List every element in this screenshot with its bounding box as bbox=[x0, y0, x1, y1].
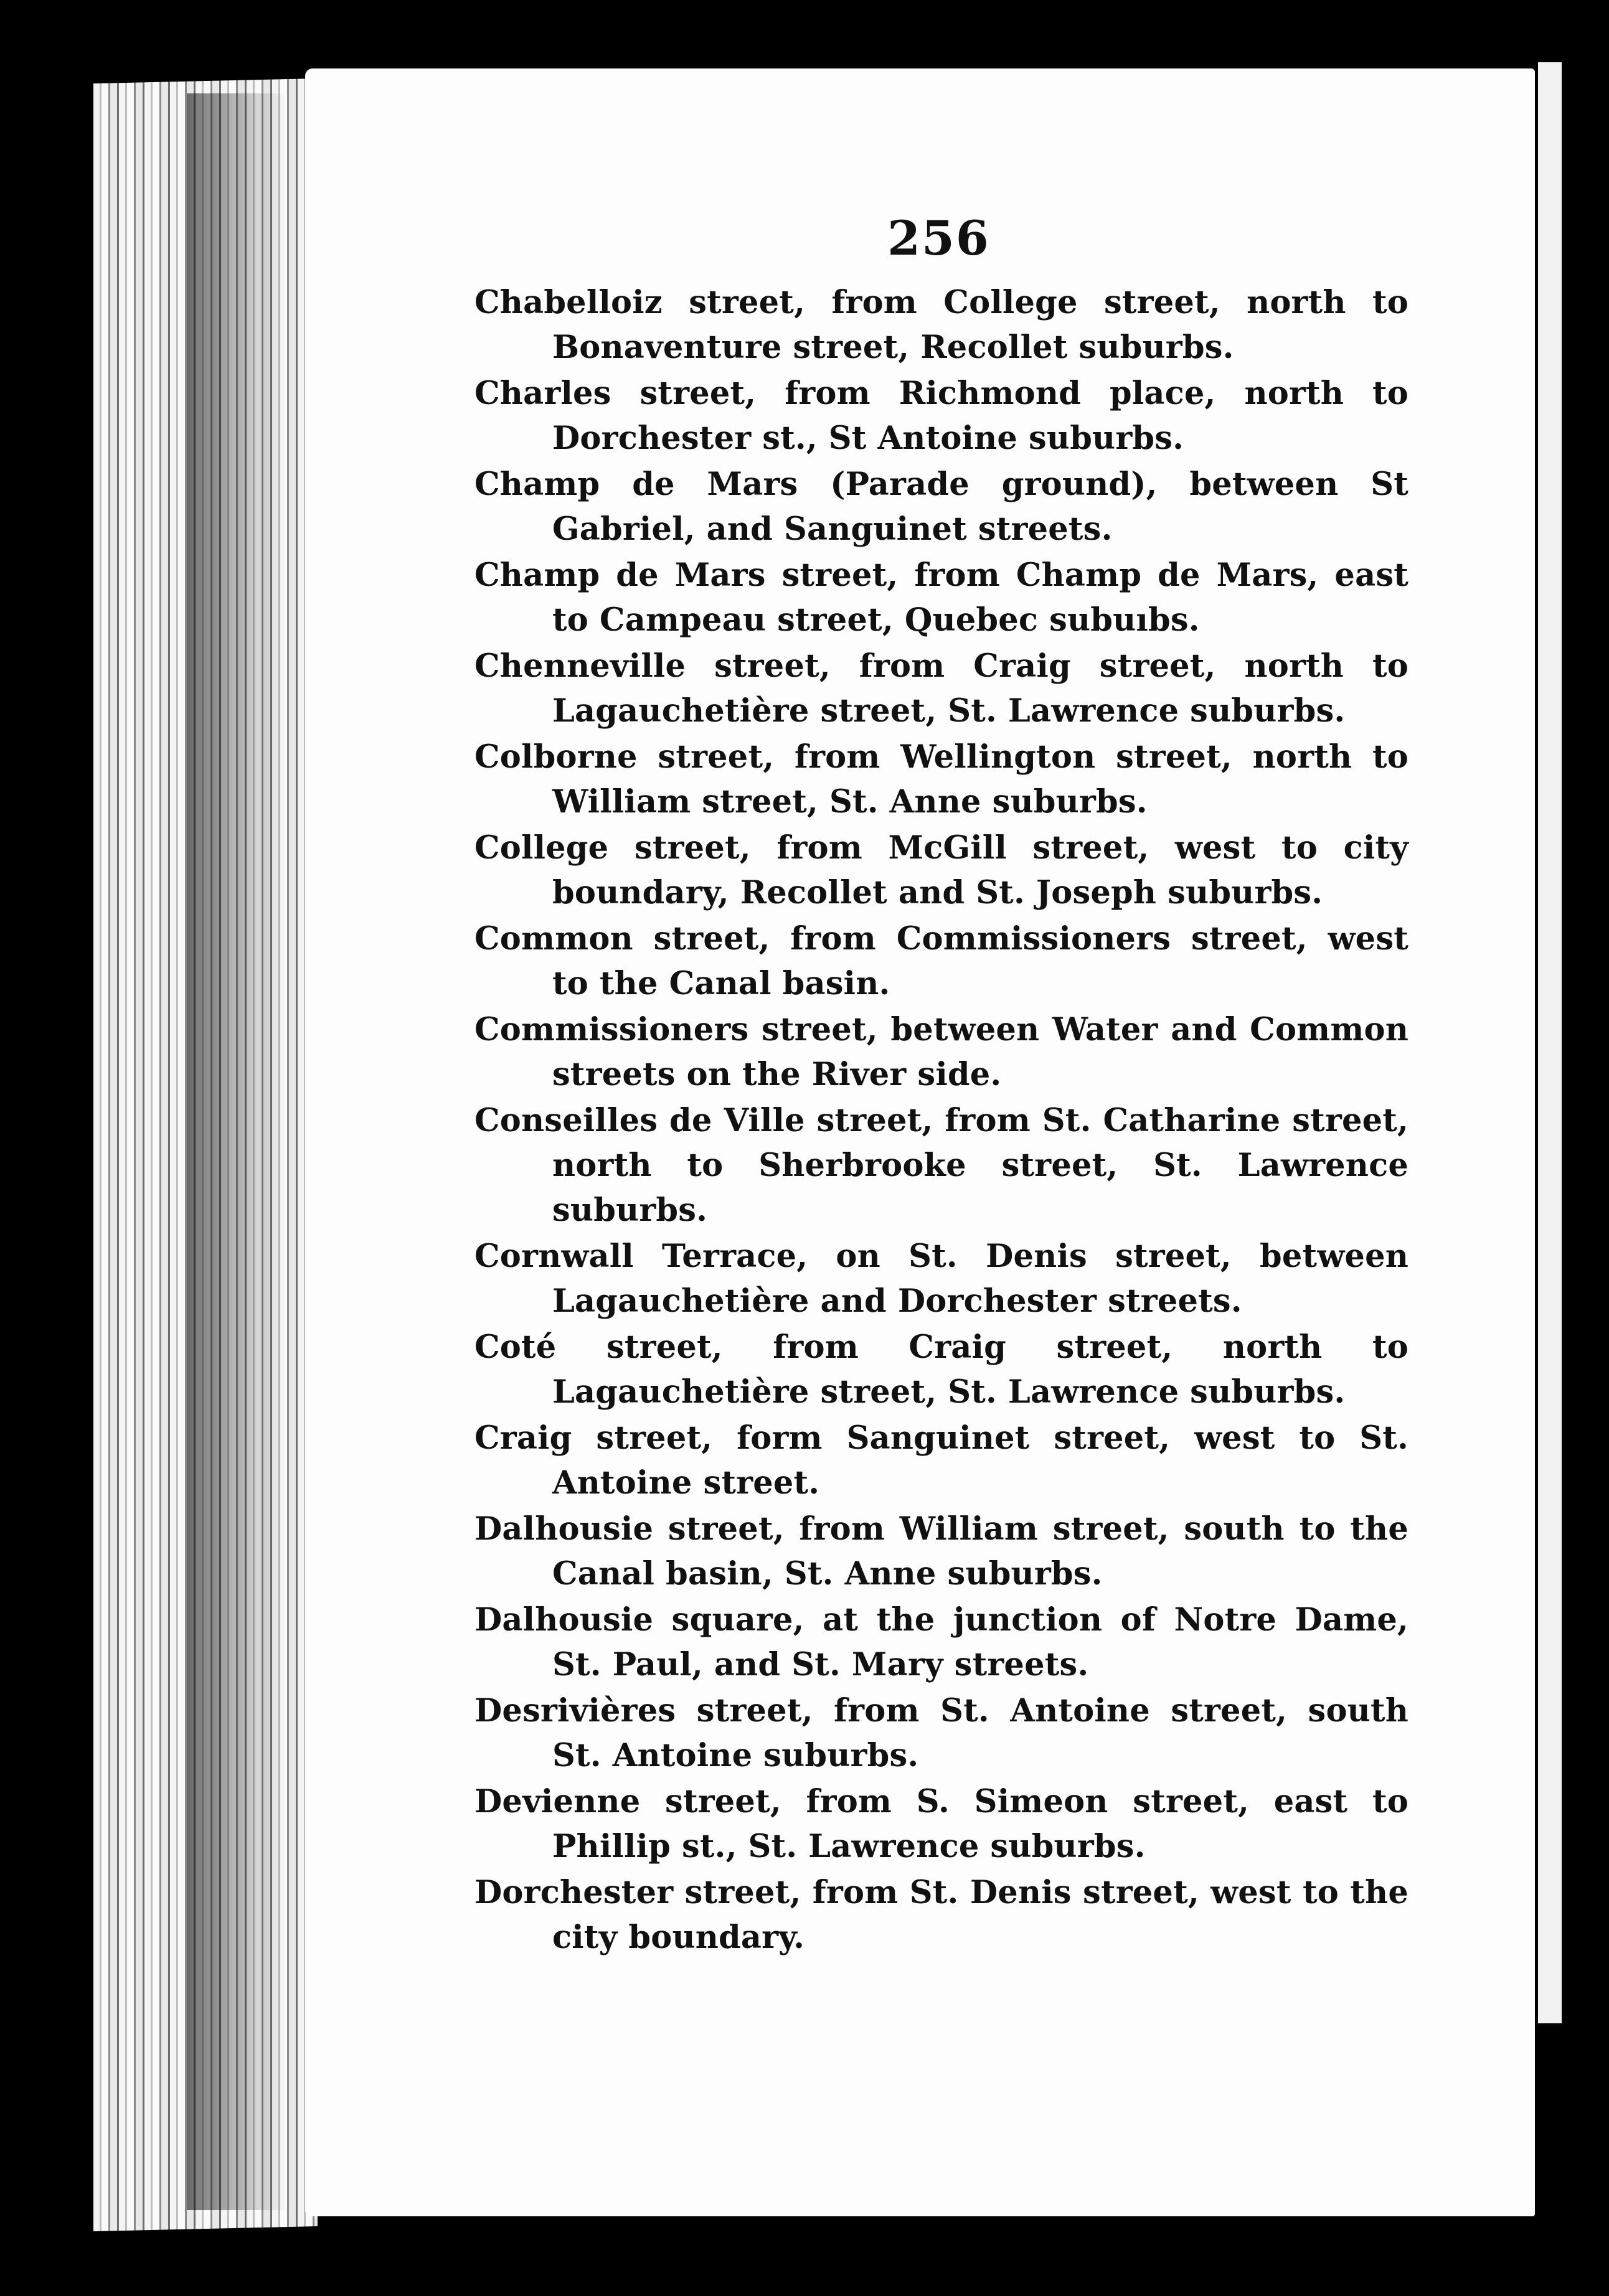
facing-page-edge bbox=[1538, 62, 1562, 2023]
directory-entry: Chenneville street, from Craig street, north to Lagauchetière street, St. Lawrence suburbs. bbox=[474, 647, 1408, 730]
directory-entry: Dalhousie square, at the junction of Notre Dame, St. Paul, and St. Mary streets. bbox=[474, 1601, 1408, 1683]
directory-entry: Coté street, from Craig street, north to Lagauchetière street, St. Lawrence suburbs. bbox=[474, 1329, 1408, 1411]
directory-entry: Craig street, form Sanguinet street, west to St. Antoine street. bbox=[474, 1419, 1408, 1502]
directory-entry: Dalhousie street, from William street, south to the Canal basin, St. Anne suburbs. bbox=[474, 1510, 1408, 1593]
directory-entry: College street, from McGill street, west to city boundary, Recollet and St. Joseph suburbs. bbox=[474, 829, 1408, 911]
directory-entry: Desrivières street, from St. Antoine street, south St. Antoine suburbs. bbox=[474, 1692, 1408, 1774]
book-page bbox=[305, 68, 1535, 2216]
directory-entry: Champ de Mars street, from Champ de Mars, east to Campeau street, Quebec subuıbs. bbox=[474, 557, 1408, 639]
directory-entry: Dorchester street, from St. Denis street, west to the city boundary. bbox=[474, 1874, 1408, 1956]
directory-entry: Cornwall Terrace, on St. Denis street, between Lagauchetière and Dorchester streets. bbox=[474, 1238, 1408, 1320]
page-gutter-shadow bbox=[187, 93, 286, 2210]
directory-entry: Commissioners street, between Water and Common streets on the River side. bbox=[474, 1011, 1408, 1093]
directory-entry: Champ de Mars (Parade ground), between St Gabriel, and Sanguinet streets. bbox=[474, 466, 1408, 548]
directory-entry: Common street, from Commissioners street, west to the Canal basin. bbox=[474, 920, 1408, 1002]
directory-entry: Devienne street, from S. Simeon street, east to Phillip st., St. Lawrence suburbs. bbox=[474, 1783, 1408, 1865]
directory-entry: Conseilles de Ville street, from St. Catharine street, north to Sherbrooke street, St. Lawrence suburbs. bbox=[474, 1102, 1408, 1229]
street-directory-list bbox=[474, 280, 1408, 1961]
directory-entry: Charles street, from Richmond place, north to Dorchester st., St Antoine suburbs. bbox=[474, 375, 1408, 457]
page-number: 256 bbox=[887, 210, 990, 266]
directory-entry: Chabelloiz street, from College street, north to Bonaventure street, Recollet suburbs. bbox=[474, 284, 1408, 366]
directory-entry: Colborne street, from Wellington street, north to William street, St. Anne suburbs. bbox=[474, 738, 1408, 821]
